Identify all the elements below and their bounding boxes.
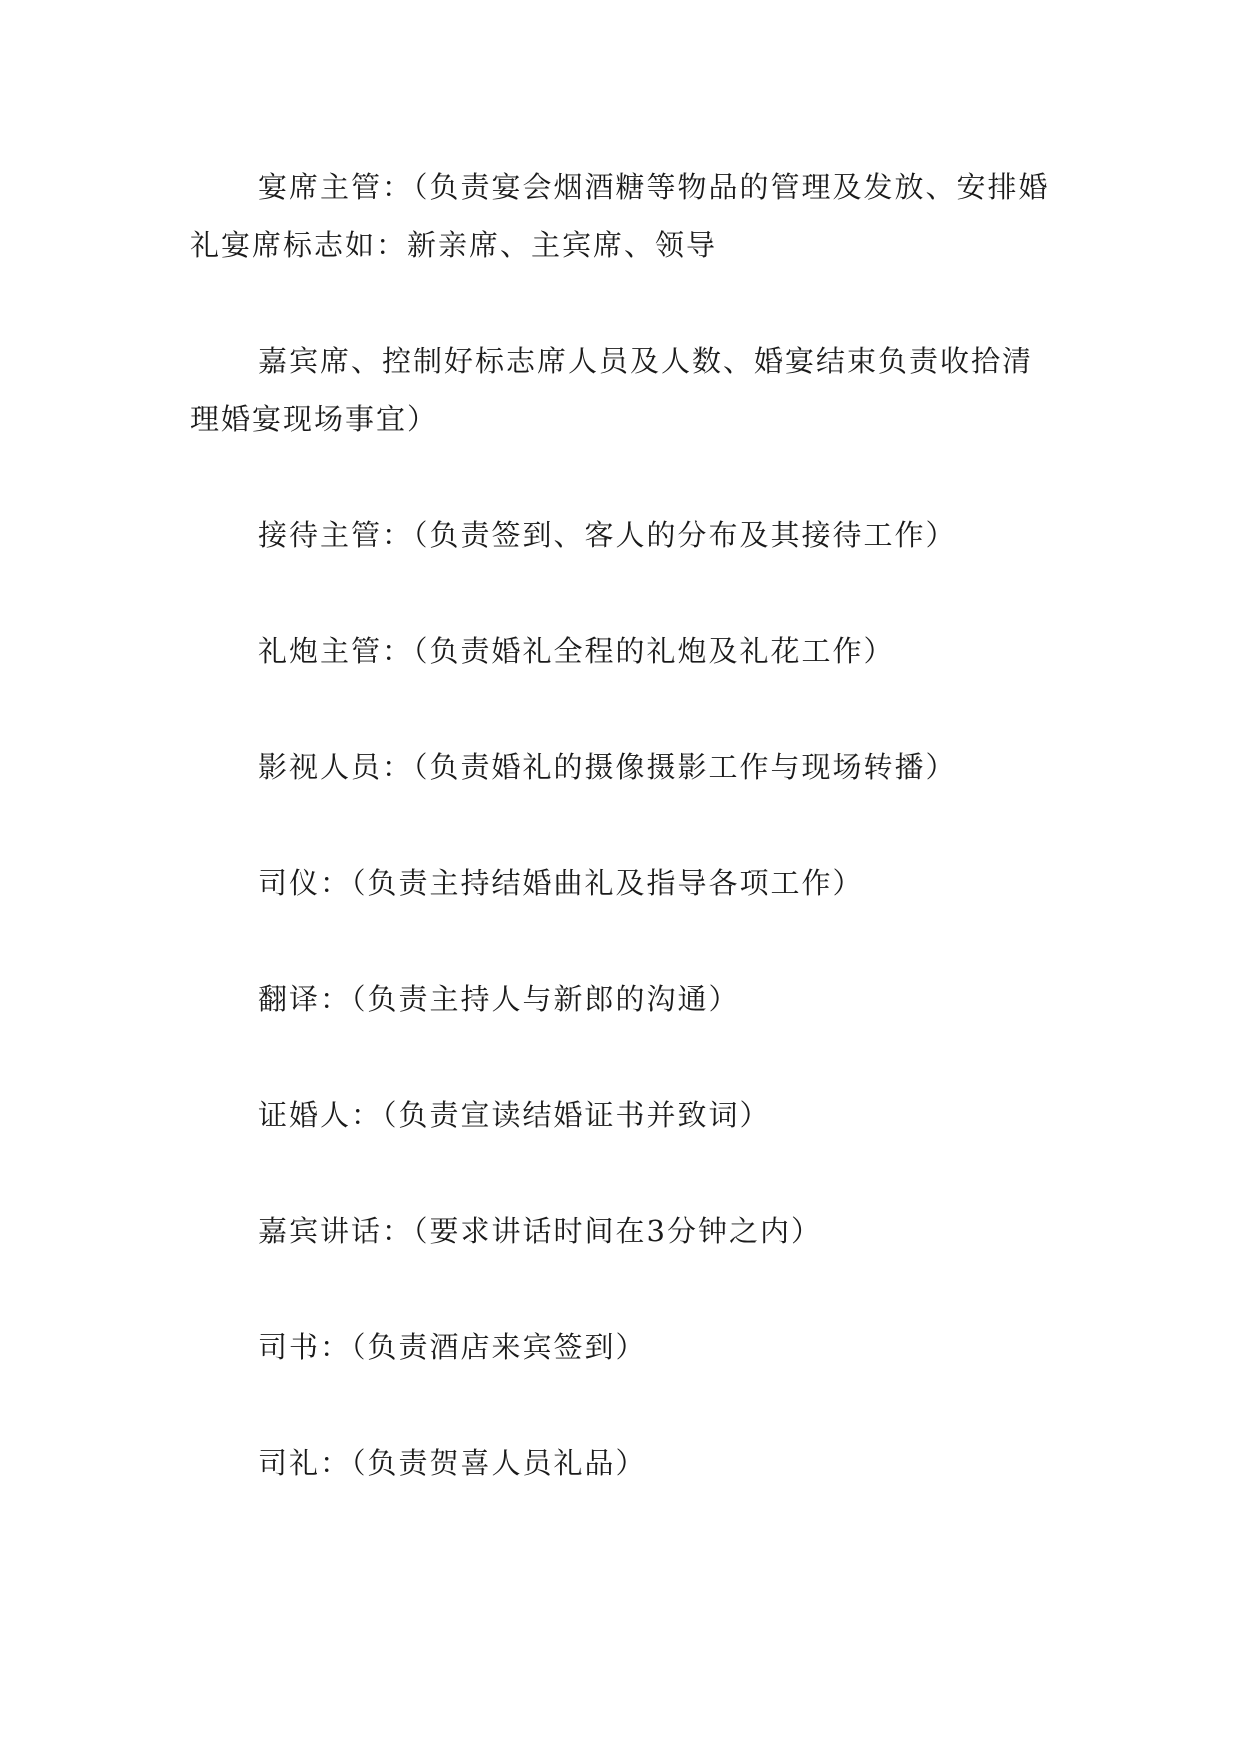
paragraph-salute-supervisor: 礼炮主管：（负责婚礼全程的礼炮及礼花工作） bbox=[258, 634, 895, 668]
document-page bbox=[190, 158, 1052, 1550]
paragraph-guest-tables: 嘉宾席、控制好标志席人员及人数、婚宴结束负责收拾清理婚宴现场事宜） bbox=[190, 344, 1034, 436]
paragraph-video-staff: 影视人员：（负责婚礼的摄像摄影工作与现场转播） bbox=[258, 750, 957, 784]
paragraph-registrar: 司书：（负责酒店来宾签到） bbox=[258, 1330, 647, 1364]
paragraph-guest-speech: 嘉宾讲话：（要求讲话时间在3分钟之内） bbox=[258, 1214, 822, 1248]
paragraph-gift-keeper: 司礼：（负责贺喜人员礼品） bbox=[258, 1446, 647, 1480]
paragraph-master-of-ceremonies: 司仪：（负责主持结婚曲礼及指导各项工作） bbox=[258, 866, 864, 900]
paragraph-reception-supervisor: 接待主管：（负责签到、客人的分布及其接待工作） bbox=[258, 518, 957, 552]
paragraph-banquet-supervisor: 宴席主管：（负责宴会烟酒糖等物品的管理及发放、安排婚礼宴席标志如：新亲席、主宾席、领导 bbox=[190, 170, 1050, 262]
paragraph-witness: 证婚人：（负责宣读结婚证书并致词） bbox=[258, 1098, 771, 1132]
paragraph-translator: 翻译：（负责主持人与新郎的沟通） bbox=[258, 982, 740, 1016]
